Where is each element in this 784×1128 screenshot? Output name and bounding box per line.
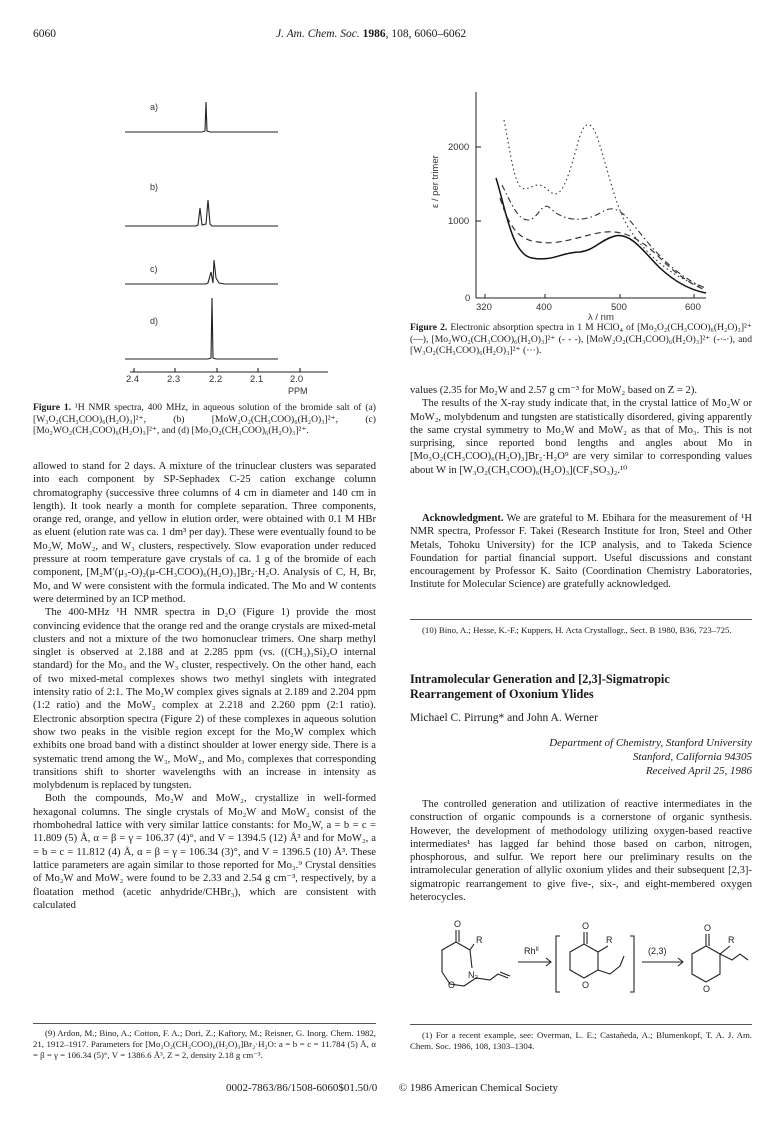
x-tick-600: 600 [685,302,701,313]
body-paragraph: The results of the X-ray study indicate that, in the crystal lattice of Mo₂W or MoW₂, molybdenum and tungsten are statistically disordered, giving apparently the same crystal symmetry to Mo₂W and MoW₂ as that of Mo₃. This is not surprising, since reported bond lengths and angles about Mo in [Mo₃O₂(CH₃COO)₆(H₂O)₃]Br₂·H₂O⁹ are very similar to corresponding values about W in [W₃O₂(CH₃COO)₆(H₂O)₃](CF₃SO₃)₂.¹⁰ [410,398,752,476]
page-number: 6060 [33,28,56,40]
reaction-scheme [420,916,750,1016]
journal-name: J. Am. Chem. Soc. [276,28,360,40]
ppm-tick-label: 2.0 [290,374,304,385]
ppm-tick-label: 2.4 [126,374,140,385]
right-column-body [410,384,752,477]
figure1-nmr-spectra [30,90,390,382]
figure2-caption-label: Figure 2. [410,322,448,333]
y-tick-2000: 2000 [448,142,470,153]
scheme-ylide-oxygen-label: O [582,921,590,931]
scheme-product-r-label: R [728,935,735,945]
affiliation-line-1: Department of Chemistry, Stanford University [549,737,752,749]
journal-year: 1986 [362,28,386,40]
page-footer [0,1082,784,1094]
body-paragraph: Both the compounds, Mo₂W and MoW₂, crystallize in well-formed hexagonal columns. The single crystals of Mo₂W and MoW₂ consist of the rhombohedral lattice with very similar lattice constants: for Mo₂W, a = b = c = 11.809 (5) Å, α = β = γ = 106.37 (4)°, and V = 1394.5 (12) Å³ and for MoW₂, a = b = c = 11.812 (4) Å, α = β = γ = 106.34 (3)°, and V = 1396.5 (10) Å³. These lattice parameters are again similar to those reported for Mo₃.⁹ Crystal densities of Mo₂W and MoW₂ were found to be 2.33 and 2.54 g cm⁻³, respectively, by a floatation method (acetic anhydride/CHBr₃), which are consistent with calculated [33,793,376,911]
running-header [276,28,466,40]
scheme-step-label: (2,3) [648,946,667,956]
nmr-spectrum-d [125,298,278,359]
y-tick-0: 0 [465,293,471,304]
ppm-tick-label: 2.3 [167,374,181,385]
x-tick-320: 320 [476,302,492,313]
article-title: Intramolecular Generation and [2,3]-Sigmatropic Rearrangement of Oxonium Ylides [410,672,670,701]
footnote-divider [33,1023,376,1024]
article-body [410,798,752,904]
series-mo3-solid [496,178,706,293]
body-paragraph: The 400-MHz ¹H NMR spectra in D₂O (Figure 1) provide the most convincing evidence that the orange red and the orange crystals are mixed-metal clusters and not a mixture of the two homonuclear trimers. One sharp methyl singlet is observed at 2.188 and at 2.285 ppm (vs. ((CH₃)₃Si)₂O internal standard) for the Mo₃ and the W₃ cluster, respectively. On the other hand, each of two mixed-metal complexes shows two methyl singlets with integrated intensity ratio of 2:1. The Mo₂W complex gives signals at 2.189 and 2.204 ppm (1:2 ratio) and the MoW₂ complex at 2.218 and 2.260 ppm (2:1 ratio). Electronic absorption spectra (Figure 2) of these complexes in aqueous solution show two peaks in the visible region except for the Mo₂W complex which exhibits one broad band with a distinct shoulder at lower energy side. There is a systematic trend among the W₃, MoW₂, and Mo₃ complexes that corresponding transitions shift to shorter wavelengths with an increase in intensity as molybdenum is replaced by tungsten. [33,607,376,792]
acknowledgment [410,512,752,592]
footer-copyright: © 1986 American Chemical Society [398,1082,558,1094]
scheme-oxygen-label: O [454,919,462,929]
scheme-ring-oxygen-label: O [448,980,456,990]
affiliation-line-2: Stanford, California 94305 [632,751,752,763]
body-paragraph: values (2.35 for Mo₂W and 2.57 g cm⁻³ for MoW₂ based on Z = 2). [410,385,698,396]
scheme-oxonium-label: O [582,980,590,990]
nmr-spectrum-c [125,260,278,284]
footer-code: 0002-7863/86/1508-6060$01.50/0 [225,1082,378,1094]
figure1-caption-label: Figure 1. [33,402,72,413]
footnote-1: (1) For a recent example, see: Overman, L. E.; Castañeda, A.; Blumenkopf, T. A. J. Am. Chem. Soc. 1986, 108, 1303–1304. [410,1030,752,1051]
article-paragraph: The controlled generation and utilization of reactive intermediates in the construction of organic compounds is a cornerstone of organic synthesis. However, the development of methodology utilizing oxygen-based reactive intermediates¹ has lagged far behind those based on carbon, nitrogen, phosphorous, and sulfur. We report here our preliminary results on the intramolecular generation of allylic oxonium ylides and their subsequent [2,3]-sigmatropic rearrangement to give five-, six-, and eight-membered oxygen heterocycles. [410,799,752,904]
scheme-ylide-r-label: R [606,935,613,945]
ppm-tick-label: 2.2 [209,374,223,385]
left-column-body [33,460,376,912]
nmr-spectrum-a [125,102,278,132]
x-tick-500: 500 [611,302,627,313]
footnote-divider [410,1024,752,1025]
figure2-absorption-spectra [410,80,730,320]
body-paragraph: allowed to stand for 2 days. A mixture of the trinuclear clusters was separated into each component by SP-Sephadex C-25 cation exchange column chromatography (successive three columns of 4 cm in diameter and 140 cm in length). It took nearly a month for complete separation. Three components, orange red, orange, and yellow in elution order, were obtained with 0.1 M HBr as eluent (elution rate was ca. 1 dm³ per day). These were eventually found to be Mo₂W, MoW₂, and W₃ clusters, respectively. Slow evaporation under reduced pressure at room temperature gave crystals of ca. 1 g of the bromide of each component, [M₂M′(μ₃-O)₂(μ-CH₃COO)₆(H₂O)₃]Br₂·H₂O. Analysis of C, H, Br, Mo, and W were consistent with the formula indicated. The Mo and W contents were determined by an ICP method. [33,461,376,605]
footnote-divider [410,619,752,620]
panel-label-d: d) [150,316,159,326]
panel-label-a: a) [150,102,159,112]
acknowledgment-label: Acknowledgment. [422,513,504,524]
panel-label-c: c) [150,264,158,274]
footnote-10: (10) Bino, A.; Hesse, K.-F.; Kuppers, H. Acta Crystallogr., Sect. B 1980, B36, 723–725. [422,625,732,635]
y-tick-1000: 1000 [448,216,470,227]
y-axis-label: ε / per trimer [430,155,441,208]
acknowledgment-text: We are grateful to M. Ebihara for the measurement of ¹H NMR spectra, Professor F. Takei (Research Institute for Iron, Steel and Other Metals, Tohoku University) for the ICP analysis, and to Takeda Science Foundation for partial financial support. Useful discussions and constant encouragement by Professor K. Saito (Coordination Chemistry Laboratories, Institute for Molecular Science) are gratefully acknowledged. [410,513,752,591]
figure1-caption-text: ¹H NMR spectra, 400 MHz, in aqueous solution of the bromide salt of (a) [W₃O₂(CH₃COO)₆(H₂O)₃]²⁺, (b) [MoW₂O₂(CH₃COO)₆(H₂O)₃]²⁺, (c) [Mo₂WO₂(CH₃COO)₆(H₂O)₃]²⁺, and (d) [Mo₃O₂(CH₃COO)₆(H₂O)₃]²⁺. [33,402,376,437]
scheme-n2-label: N₂ [468,970,478,980]
footnote-9: (9) Ardon, M.; Bino, A.; Cotton, F. A.; Dori, Z.; Kaftory, M.; Reisner, G. Inorg. Chem. 1982, 21, 1912–1917. Parameters for [Mo₃O₂(CH₃COO)₆(H₂O)₃]Br₂·H₂O: a = b = c = 11.784 (5) Å, α = β = γ = 106.34 (5)°, V = 1386.6 Å³, Z = 2, density 2.18 g cm⁻³. [33,1028,376,1060]
journal-volume-pages: , 108, 6060–6062 [385,28,467,40]
figure1-caption [33,402,376,437]
received-date: Received April 25, 1986 [645,765,752,777]
scheme-product-ring-oxygen-label: O [703,984,711,994]
series-w3-dotted [504,120,706,288]
scheme-rh-catalyst-label: $Rh^{II}$ [524,946,539,956]
figure2-caption [410,322,752,357]
ppm-tick-label: 2.1 [250,374,264,385]
ppm-axis-labels [126,374,326,386]
series-mo2w-dashed [500,198,706,290]
x-tick-400: 400 [536,302,552,313]
article-authors: Michael C. Pirrung* and John A. Werner [410,712,598,724]
scheme-r-label: R [476,935,483,945]
scheme-product-oxygen-label: O [704,923,712,933]
author-affiliation [410,736,752,778]
figure2-caption-text: Electronic absorption spectra in 1 M HClO₄ of [Mo₃O₂(CH₃COO)₆(H₂O)₃]²⁺ (—), [Mo₂WO₂(CH₃COO)₆(H₂O)₃]²⁺ (- - -), [MoW₂O₂(CH₃COO)₆(H₂O)₃]²⁺ (-·-·), and [W₃O₂(CH₃COO)₆(H₂O)₃]²⁺ (···). [410,322,752,357]
ppm-axis-unit: PPM [288,386,308,396]
panel-label-b: b) [150,182,159,192]
nmr-spectrum-b [125,200,278,226]
x-axis-label: λ / nm [588,312,614,320]
